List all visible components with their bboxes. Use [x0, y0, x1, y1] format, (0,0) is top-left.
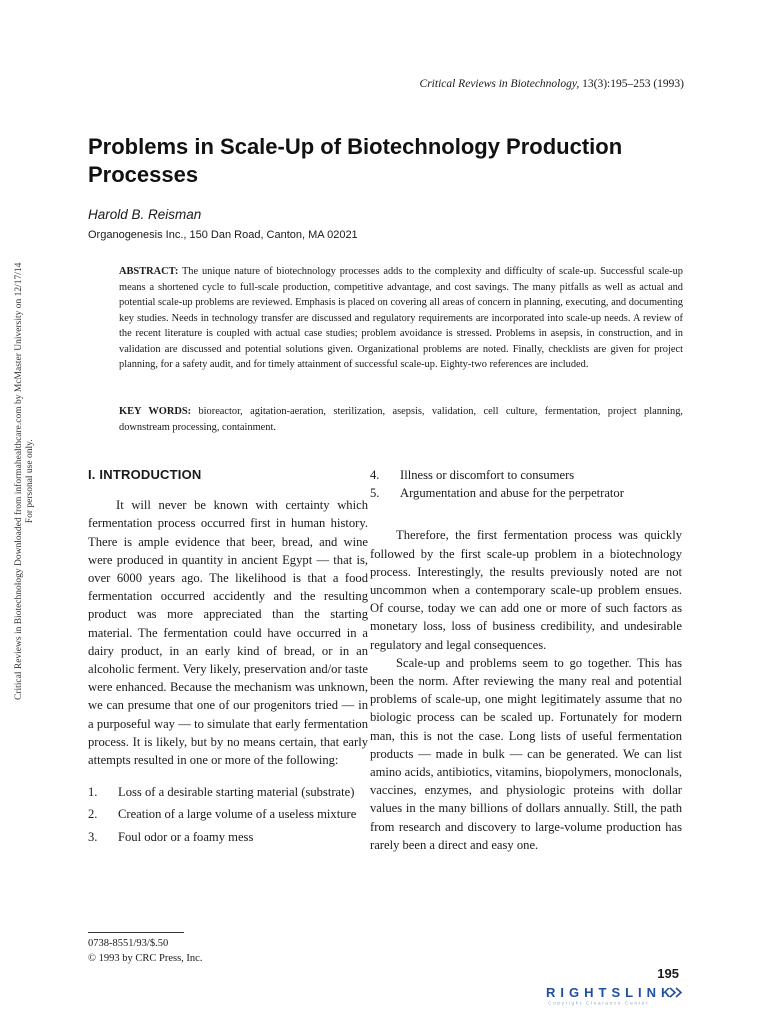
right-column — [370, 466, 682, 854]
abstract-text: The unique nature of biotechnology processes adds to the complexity and difficulty of scale-up. Successful scale-up means a shortened cycle to full-scale production, competitive advantage, and cost savings. The many pitfalls as well as actual and potential scale-up problems are reviewed. Emphasis is placed on covering all areas of concern in planning, executing, and documenting key studies. Needs in technology transfer are discussed and regulatory requirements are incorporated into scale-up needs. A review of the recent literature is coupled with actual case studies; problem avoidance is stressed. Problems in asepsis, in construction, and in validation are discussed and potential solutions given. Organizational problems are noted. Finally, checklists are given for project planning, for a safety audit, and for timely attainment of successful scale-up. Eighty-two references are included. — [119, 266, 683, 370]
list-item-text: Loss of a desirable starting material (substrate) — [118, 785, 355, 800]
list-item — [370, 466, 682, 484]
list-item — [88, 828, 368, 846]
list-item-number: 2. — [88, 807, 98, 822]
side-note-line-2: For personal use only. — [25, 439, 35, 524]
rightslink-logo — [544, 984, 684, 1006]
footnote — [88, 936, 202, 966]
rightslink-wordmark: RIGHTSLINK — [546, 985, 676, 1000]
keywords — [119, 404, 683, 435]
list-item — [88, 805, 368, 823]
list-item-text: Argumentation and abuse for the perpetrator — [400, 486, 624, 501]
abstract — [119, 264, 683, 373]
list-item — [370, 484, 682, 502]
footnote-copyright: © 1993 by CRC Press, Inc. — [88, 953, 203, 964]
rightslink-tagline: Copyright Clearance Center — [548, 1001, 650, 1006]
list-item-number: 3. — [88, 829, 98, 844]
list-item-number: 1. — [88, 785, 98, 800]
list-item-number: 4. — [370, 468, 380, 482]
list-item-text: Creation of a large volume of a useless mixture — [118, 807, 357, 822]
paper-title: Problems in Scale-Up of Biotechnology Production Processes — [88, 134, 623, 187]
side-note-line-1: Critical Reviews in Biotechnology Downloaded from informahealthcare.com by McMaster University on 12/17/14 — [14, 262, 24, 700]
left-column — [88, 466, 368, 846]
keywords-label: KEY WORDS: — [119, 406, 192, 417]
intro-paragraph-3: Scale-up and problems seem to go together. This has been the norm. After reviewing the many real and potential problems of scale-up, one might legitimately assume that no biologic process can be scaled up. Fortunately for modern man, this is not the case. Long lists of useful fermentation products — made in bulk — can be generated. We can list amino acids, antibiotics, vitamins, biopolymers, monoclonals, vaccines, enzymes, and physiologic proteins with dollar values in the many billions of dollars annually. Still, the path from research and discovery to large-volume production has rarely been a direct and easy one. — [370, 655, 683, 852]
list-item-text: Foul odor or a foamy mess — [118, 829, 254, 844]
intro-paragraph-1: It will never be known with certainty which fermentation process occurred first in human history. There is ample evidence that beer, bread, and wine were produced in quantity in ancient Egypt — that is, over 6000 years ago. The likelihood is that a food fermentation occurred accidently and the resulting product was more appreciated than the starting material. The fermentation could have occurred in a dairy product, in an early kind of bread, or in an alcoholic ferment. Very likely, preservation and/or taste were enhanced. Because the mechanism was unknown, we can presume that one of our progenitors tried — in a purposeful way — to simulate that early fermentation process. It is likely, but by no means certain, that early attempts resulted in one or more of the following: — [88, 498, 368, 768]
footnote-rule — [88, 932, 184, 933]
keywords-text: bioreactor, agitation-aeration, sterilization, asepsis, validation, cell culture, fermentation, project planning, downstream processing, containment. — [119, 406, 683, 433]
intro-paragraph-2: Therefore, the first fermentation process was quickly followed by the first scale-up problem in a biotechnology process. Interestingly, the results previously noted are not uncommon when a contemporary scale-up problem ensues. Of course, today we can add one or more of such factors as monetary loss, loss of business credibility, and undesirable regulatory and legal consequences. — [370, 528, 682, 652]
section-heading: I. INTRODUCTION — [88, 467, 202, 482]
author-affiliation: Organogenesis Inc., 150 Dan Road, Canton, MA 02021 — [88, 229, 358, 241]
abstract-label: ABSTRACT: — [119, 266, 179, 277]
outcome-list-left — [88, 783, 368, 846]
list-item-text: Illness or discomfort to consumers — [400, 468, 575, 482]
journal-volume: 13(3):195–253 (1993) — [579, 78, 684, 90]
page-number: 195 — [657, 966, 679, 981]
list-item — [88, 783, 368, 801]
outcome-list-right — [370, 466, 682, 502]
footnote-code: 0738-8551/93/$.50 — [88, 938, 169, 949]
journal-name: Critical Reviews in Biotechnology, — [419, 78, 580, 90]
journal-reference — [420, 78, 684, 90]
side-download-note — [0, 0, 40, 1024]
author-name: Harold B. Reisman — [88, 207, 202, 222]
list-item-number: 5. — [370, 486, 380, 501]
